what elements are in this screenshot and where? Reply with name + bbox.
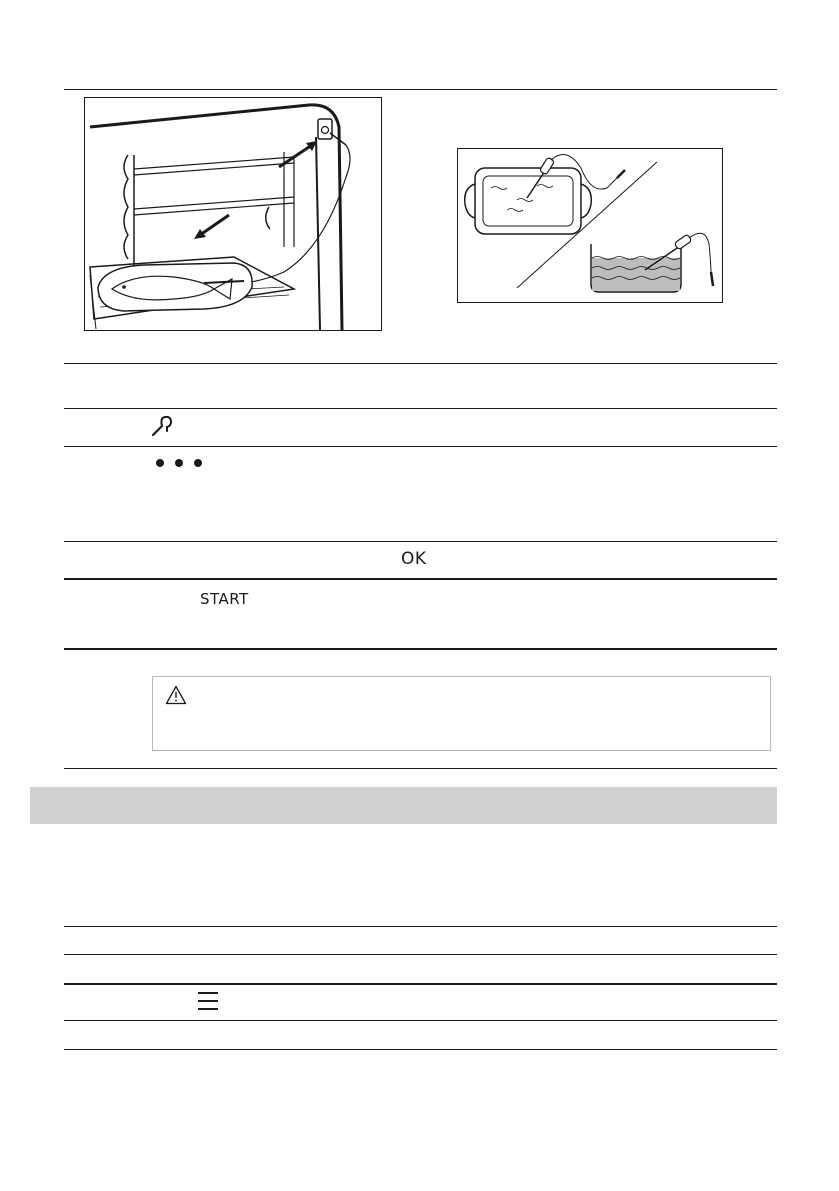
ok-button-glyph: OK [401, 549, 427, 569]
warning-box [152, 676, 771, 751]
table-rule [64, 363, 777, 364]
table-rule [64, 408, 777, 409]
top-rule [64, 89, 777, 90]
section-header-bar [30, 787, 777, 824]
table-rule [64, 446, 777, 447]
three-dots-icon [154, 457, 204, 469]
table-rule [64, 541, 777, 542]
table-rule [64, 1020, 777, 1021]
table-rule [64, 926, 777, 927]
oven-probe-illustration [84, 97, 382, 331]
table-rule [64, 983, 777, 985]
table-rule [64, 1049, 777, 1050]
warning-triangle-icon [165, 685, 187, 705]
probe-placement-illustration [457, 148, 723, 303]
table-rule [64, 954, 777, 955]
menu-icon [196, 990, 220, 1012]
table-rule [64, 648, 777, 650]
table-rule [64, 578, 777, 580]
meat-probe-icon [150, 414, 174, 438]
table-rule [64, 768, 777, 769]
start-button-glyph: START [200, 590, 249, 608]
